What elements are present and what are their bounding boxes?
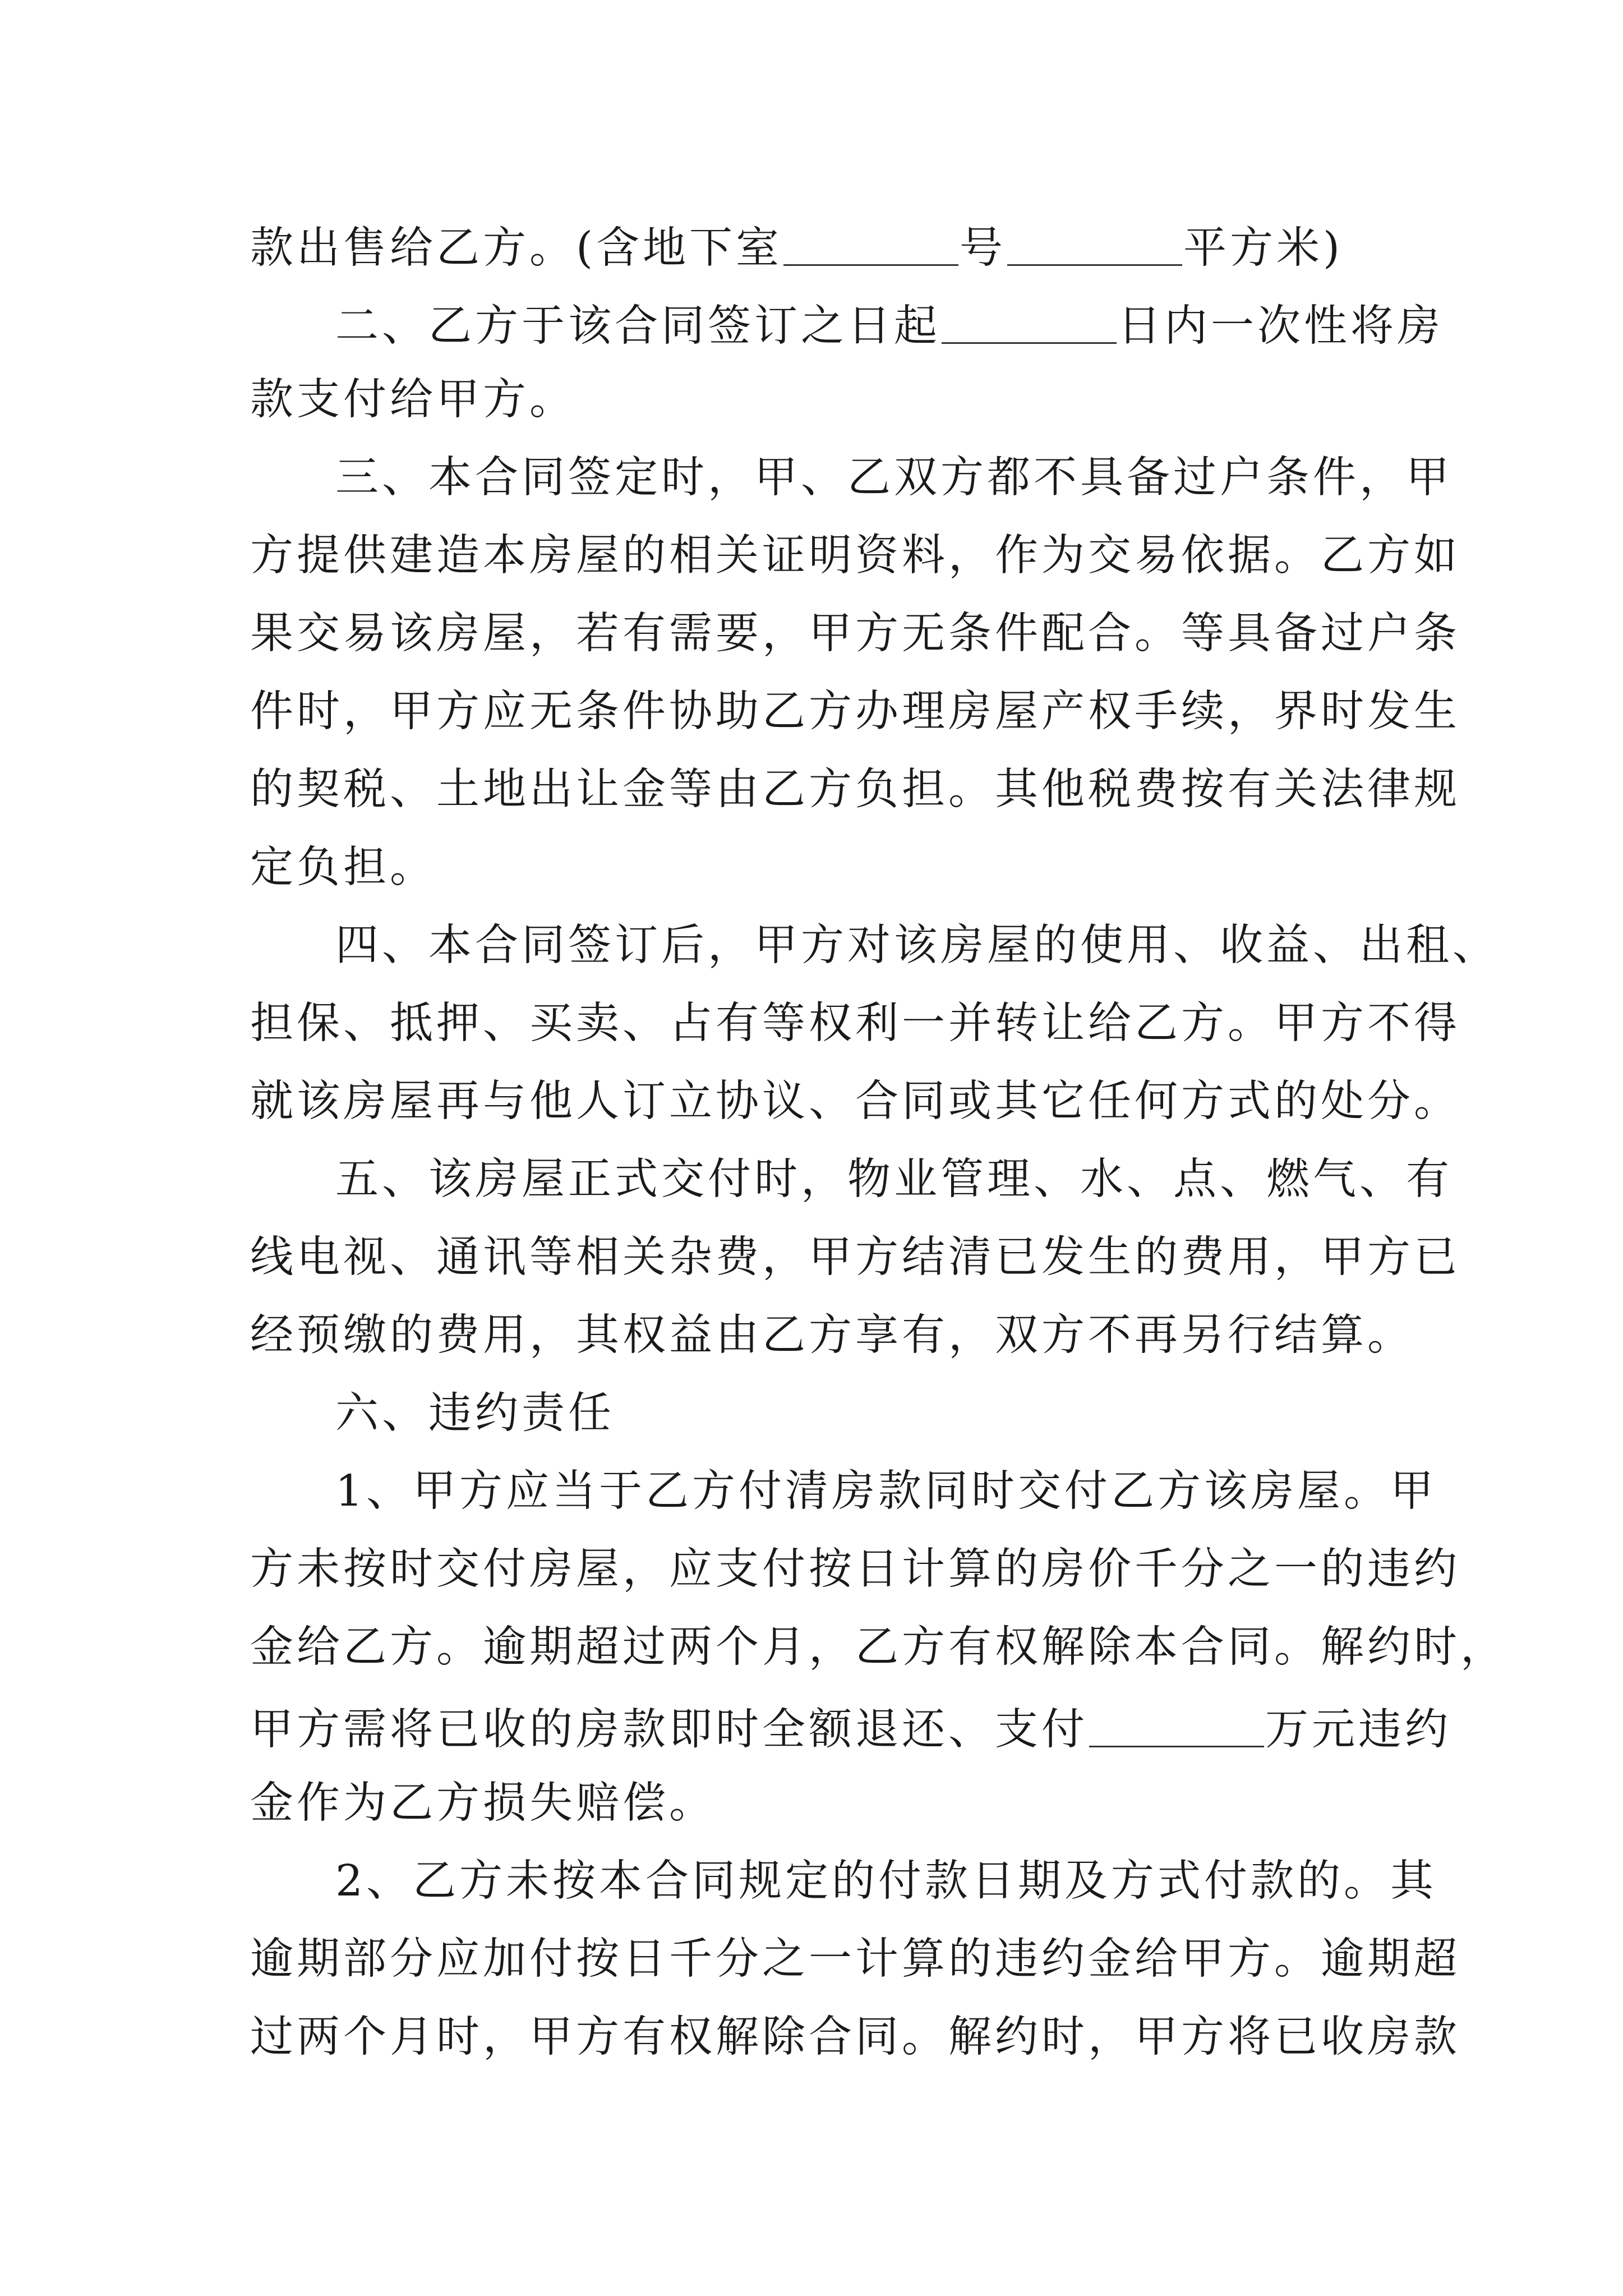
text-line: 定负担。: [250, 843, 436, 892]
fill-in-blank[interactable]: [942, 288, 1117, 344]
text-line: 金给乙方。逾期超过两个月，乙方有权解除本合同。解约时，: [250, 1622, 1507, 1672]
text-line: 逾期部分应加付按日千分之一计算的违约金给甲方。逾期超: [250, 1934, 1460, 1984]
text-line: 方提供建造本房屋的相关证明资料，作为交易依据。乙方如: [250, 531, 1460, 581]
text-segment: 款出售给乙方。(含地下室: [250, 223, 783, 273]
fill-in-blank[interactable]: [1007, 210, 1182, 266]
text-line: 2、乙方未按本合同规定的付款日期及方式付款的。其: [335, 1856, 1437, 1906]
text-line: 担保、抵押、买卖、占有等权利一并转让给乙方。甲方不得: [250, 999, 1460, 1048]
text-line: 五、该房屋正式交付时，物业管理、水、点、燃气、有: [335, 1154, 1453, 1204]
text-line: 1、甲方应当于乙方付清房款同时交付乙方该房屋。甲: [335, 1466, 1437, 1516]
text-line: 款支付给甲方。: [250, 375, 576, 425]
text-line: 果交易该房屋，若有需要，甲方无条件配合。等具备过户条: [250, 609, 1460, 659]
fill-in-blank[interactable]: [783, 210, 958, 266]
text-line: 经预缴的费用，其权益由乙方享有，双方不再另行结算。: [250, 1310, 1414, 1360]
text-segment: 日内一次性将房: [1118, 301, 1444, 351]
text-line: 线电视、通讯等相关杂费，甲方结清已发生的费用，甲方已: [250, 1232, 1460, 1282]
section-heading: 六、违约责任: [335, 1388, 615, 1438]
text-line: 的契税、土地出让金等由乙方负担。其他税费按有关法律规: [250, 765, 1460, 815]
text-segment: 号: [960, 223, 1007, 273]
text-line: 三、本合同签定时，甲、乙双方都不具备过户条件，甲: [335, 453, 1453, 503]
text-line: [335, 288, 1623, 356]
text-line: 过两个月时，甲方有权解除合同。解约时，甲方将已收房款: [250, 2012, 1460, 2062]
text-segment: 万元违约: [1265, 1705, 1451, 1755]
text-segment: 平方米): [1183, 223, 1344, 273]
text-segment: 二、乙方于该合同签订之日起: [335, 301, 940, 351]
text-segment: 甲方需将已收的房款即时全额退还、支付: [250, 1705, 1088, 1755]
fill-in-blank[interactable]: [1089, 1692, 1264, 1747]
text-line: 方未按时交付房屋，应支付按日计算的房价千分之一的违约: [250, 1544, 1460, 1594]
text-line: [250, 1692, 1623, 1759]
text-line: 金作为乙方损失赔偿。: [250, 1778, 716, 1828]
text-line: 四、本合同签订后，甲方对该房屋的使用、收益、出租、: [335, 921, 1499, 970]
text-line: 就该房屋再与他人订立协议、合同或其它任何方式的处分。: [250, 1076, 1460, 1126]
text-line: 件时，甲方应无条件协助乙方办理房屋产权手续，界时发生: [250, 687, 1460, 737]
text-line: [250, 210, 1623, 278]
